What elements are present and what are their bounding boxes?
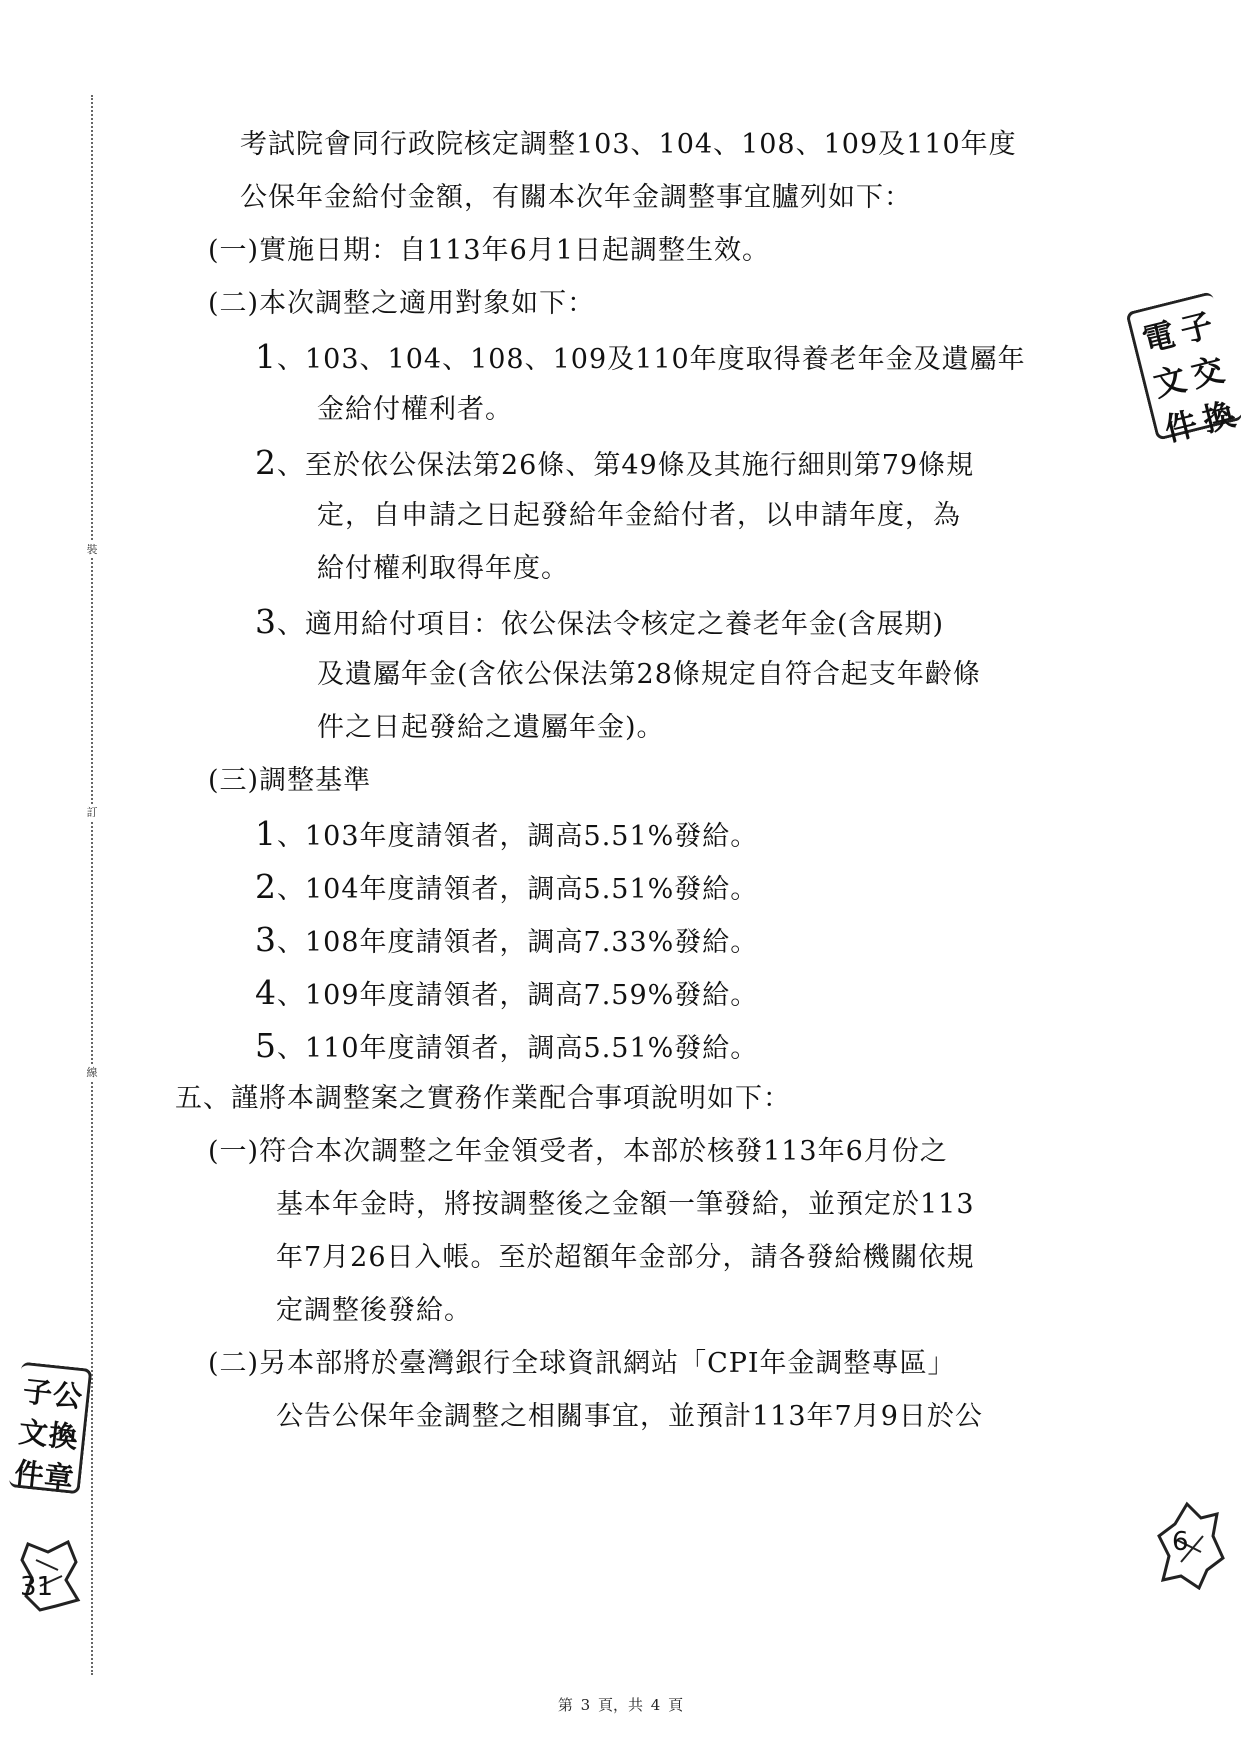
rate-line: 2、104年度請領者，調高5.51%發給。 (255, 867, 759, 906)
item-continuation: 年7月26日入帳。至於超額年金部分，請各發給機關依規 (276, 1242, 975, 1273)
electronic-exchange-stamp: 電 子 文 交 件 換 (1125, 291, 1241, 441)
item-continuation: 定調整後發給。 (276, 1295, 472, 1326)
rate-line: 4、109年度請領者，調高7.59%發給。 (255, 973, 759, 1012)
binding-mark-xian: 線 (82, 1064, 102, 1080)
sub-item-continuation: 給付權利取得年度。 (317, 553, 569, 584)
binding-mark-zhuang: 裝 (82, 541, 102, 557)
sub-item-continuation: 定，自申請之日起發給年金給付者，以申請年度，為 (317, 500, 961, 531)
item-continuation: 基本年金時，將按調整後之金額一筆發給，並預定於113 (276, 1189, 975, 1220)
left-seal-number: 31 (20, 1572, 54, 1602)
document-exchange-stamp: 子 公 文 換 件 章 (9, 1362, 93, 1495)
rate-line: 3、108年度請領者，調高7.33%發給。 (255, 920, 759, 959)
paragraph-line: 考試院會同行政院核定調整103、104、108、109及110年度 (240, 129, 1017, 160)
binding-mark-ding: 訂 (82, 804, 102, 820)
item-1-line: (一)符合本次調整之年金領受者，本部於核發113年6月份之 (208, 1136, 948, 1167)
rate-line: 1、103年度請領者，調高5.51%發給。 (255, 814, 759, 853)
page-footer: 第 3 頁，共 4 頁 (557, 1696, 684, 1714)
right-seal-icon (1157, 1500, 1225, 1590)
item-2-line: (二)本次調整之適用對象如下： (208, 288, 596, 319)
sub-item-continuation: 件之日起發給之遺屬年金)。 (317, 712, 665, 743)
rate-line: 5、110年度請領者，調高5.51%發給。 (255, 1026, 759, 1065)
sub-item-line: 2、至於依公保法第26條、第49條及其施行細則第79條規 (255, 443, 975, 482)
section-5-heading: 五、謹將本調整案之實務作業配合事項說明如下： (175, 1083, 791, 1114)
binding-line (91, 95, 93, 1675)
item-1-line: (一)實施日期：自113年6月1日起調整生效。 (208, 235, 770, 266)
item-2-line: (二)另本部將於臺灣銀行全球資訊網站「CPI年金調整專區」 (208, 1348, 956, 1379)
paragraph-line: 公保年金給付金額，有關本次年金調整事宜臚列如下： (240, 182, 912, 213)
sub-item-line: 3、適用給付項目：依公保法令核定之養老年金(含展期) (255, 602, 945, 641)
right-seal-number: 6 (1172, 1527, 1189, 1557)
sub-item-continuation: 金給付權利者。 (317, 394, 513, 425)
item-3-line: (三)調整基準 (208, 765, 372, 796)
item-continuation: 公告公保年金調整之相關事宜，並預計113年7月9日於公 (276, 1401, 983, 1432)
sub-item-line: 1、103、104、108、109及110年度取得養老年金及遺屬年 (255, 337, 1026, 376)
sub-item-continuation: 及遺屬年金(含依公保法第28條規定自符合起支年齡條 (317, 659, 981, 690)
